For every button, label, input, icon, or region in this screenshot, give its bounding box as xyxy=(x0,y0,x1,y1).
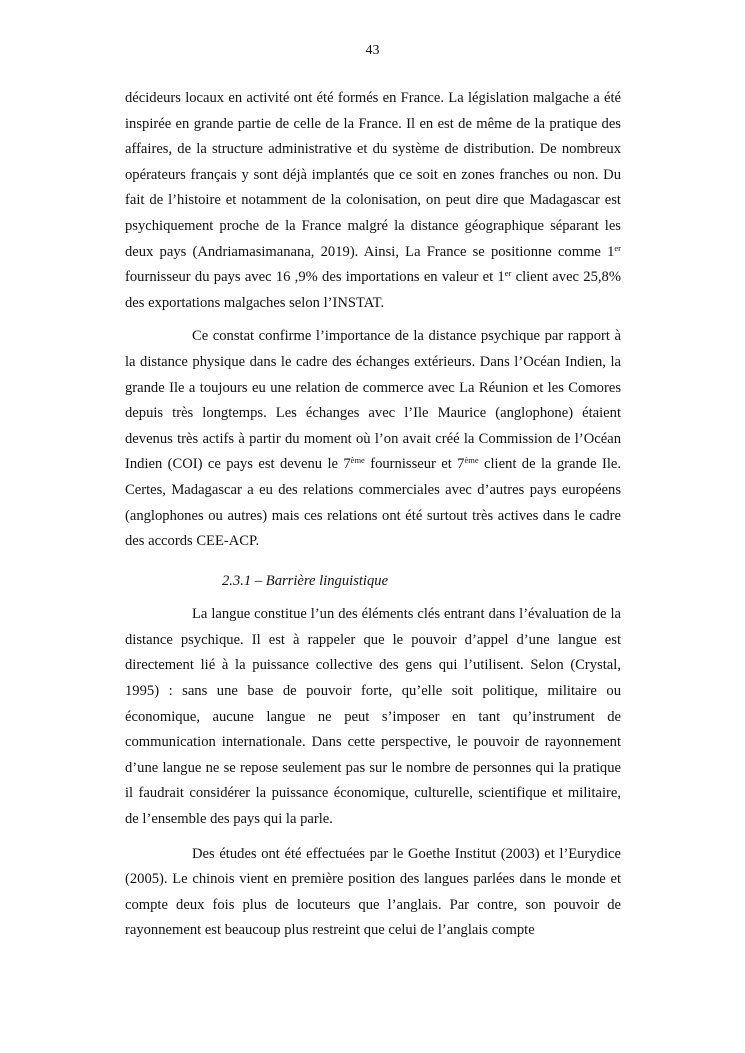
document-body xyxy=(125,86,621,944)
page-number: 43 xyxy=(365,43,380,58)
paragraph-1-text-c: client avec 25,8% des exportations malgaches selon l’INSTAT. xyxy=(125,269,621,311)
paragraph-2 xyxy=(125,324,621,554)
paragraph-1-text-a: décideurs locaux en activité ont été formés en France. La législation malgache a été inspirée en grande partie de celle de la France. Il en est de même de la pratique des affaires, de la structure administrative et du système de distribution. De nombreux opérateurs français y sont déjà implantés que ce soit en zones franches ou non. Du fait de l’histoire et notamment de la colonisation, on peut dire que Madagascar est psychiquement proche de la France malgré la distance géographique séparant les deux pays (Andriamasimanana, 2019). Ainsi, La France se positionne comme 1 xyxy=(125,90,621,260)
superscript-eme-1: ème xyxy=(350,455,365,466)
paragraph-2-text-b: fournisseur et 7 xyxy=(364,456,465,473)
superscript-eme-2: ème xyxy=(464,455,479,466)
superscript-er-2: er xyxy=(504,268,512,279)
paragraph-2-text-a: Ce constat confirme l’importance de la distance psychique par rapport à la distance physique dans le cadre des échanges extérieurs. Dans l’Océan Indien, la grande Ile a toujours eu une relation de commerce avec La Réunion et les Comores depuis très longtemps. Les échanges avec l’Ile Maurice (anglophone) étaient devenus très actifs à partir du moment où l’on avait créé la Commission de l’Océan Indien (COI) ce pays est devenu le 7 xyxy=(125,328,621,473)
paragraph-1 xyxy=(125,86,621,316)
paragraph-1-text-b: fournisseur du pays avec 16 ,9% des importations en valeur et 1 xyxy=(125,269,505,286)
paragraph-2-text-c: client de la grande Ile. Certes, Madagascar a eu des relations commerciales avec d’autres pays européens (anglophones ou autres) mais ces relations ont été surtout très actives dans le cadre des accords CEE-ACP. xyxy=(125,456,621,550)
paragraph-4: Des études ont été effectuées par le Goethe Institut (2003) et l’Eurydice (2005). Le chinois vient en première position des langues parlées dans le monde et compte deux fois plus de locuteurs que l’anglais. Par contre, son pouvoir de rayonnement est beaucoup plus restreint que celui de l’anglais compte xyxy=(125,845,621,939)
superscript-er-1: er xyxy=(614,242,621,253)
paragraph-3: La langue constitue l’un des éléments clés entrant dans l’évaluation de la distance psychique. Il est à rappeler que le pouvoir d’appel d’une langue est directement lié à la puissance collective des gens qui l’utilisent. Selon (Crystal, 1995) : sans une base de pouvoir forte, qu’elle soit politique, militaire ou économique, aucune langue ne peut s’imposer en tant qu’instrument de communication internationale. Dans cette perspective, le pouvoir de rayonnement d’une langue ne se repose seulement pas sur le nombre de personnes qui la pratique il faudrait considérer la puissance économique, culturelle, scientifique et militaire, de l’ensemble des pays qui la parle. xyxy=(125,606,621,828)
section-heading: 2.3.1 – Barrière linguistique xyxy=(222,572,389,589)
